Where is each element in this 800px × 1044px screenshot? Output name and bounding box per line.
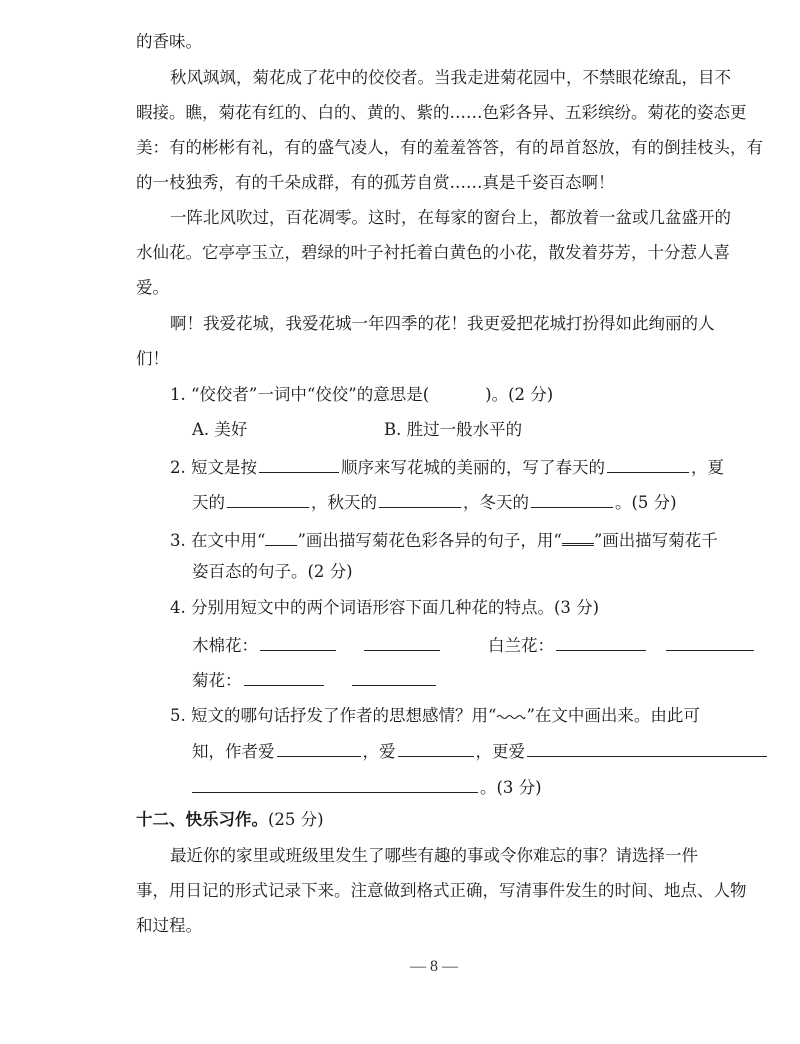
passage-line: 水仙花。它亭亭玉立，碧绿的叶子衬托着白黄色的小花，散发着芬芳，十分惹人喜 — [136, 243, 730, 262]
flower-juhua — [192, 667, 438, 691]
question-text: ，夏 — [691, 458, 724, 477]
passage-line: 暇接。瞧，菊花有红的、白的、黄的、紫的……色彩各异、五彩缤纷。菊花的姿态更 — [136, 103, 747, 122]
question-text: ”在文中画出来。由此可 — [526, 706, 700, 725]
flower-bailan — [488, 632, 756, 656]
prompt-line: 事，用日记的形式记录下来。注意做到格式正确，写清事件发生的时间、地点、人物 — [136, 881, 747, 900]
question-text: ”画出描写菊花千 — [593, 531, 718, 550]
option-a: A. 美好 — [192, 420, 248, 439]
flower-label: 木棉花： — [192, 636, 258, 655]
prompt-line: 和过程。 — [136, 916, 202, 935]
question-text: ，更爱 — [475, 742, 525, 761]
section-title: 十二、快乐习作。 — [136, 810, 268, 829]
section-score: (25 分) — [268, 810, 324, 829]
passage-line: 的香味。 — [136, 32, 202, 51]
question-text: ，爱 — [362, 742, 396, 761]
question-text: ，秋天的 — [311, 493, 377, 512]
flower-mumian — [192, 632, 442, 656]
question-3 — [170, 525, 718, 549]
question-text: 5. 短文的哪句话抒发了作者的思想感情？用“ — [170, 706, 497, 725]
question-5-cont — [192, 738, 769, 762]
answer-blank[interactable] — [398, 738, 474, 757]
answer-blank[interactable] — [531, 489, 613, 508]
answer-blank[interactable] — [192, 774, 478, 793]
question-text: ，冬天的 — [463, 493, 529, 512]
flower-label: 白兰花： — [488, 636, 554, 655]
question-text: 天的 — [192, 493, 225, 512]
answer-blank[interactable] — [244, 667, 324, 686]
question-5-cont2 — [192, 774, 542, 798]
question-text: ”画出描写菊花色彩各异的句子，用“ — [297, 531, 562, 550]
answer-blank[interactable] — [527, 738, 767, 757]
question-1 — [170, 382, 553, 406]
single-underline-mark — [265, 527, 297, 546]
question-text: 。(5 分) — [615, 493, 677, 512]
question-text: 知，作者爱 — [192, 742, 275, 761]
question-text: 顺序来写花城的美丽的，写了春天的 — [341, 458, 605, 477]
prompt-line: 最近你的家里或班级里发生了哪些有趣的事或令你难忘的事？请选择一件 — [170, 846, 698, 865]
answer-blank[interactable] — [379, 489, 461, 508]
answer-blank[interactable] — [259, 454, 339, 473]
section-12-heading — [136, 808, 324, 832]
question-4: 4. 分别用短文中的两个词语形容下面几种花的特点。(3 分) — [170, 598, 600, 617]
double-underline-mark — [562, 525, 594, 546]
passage-line: 们！ — [136, 349, 169, 368]
passage-line: 爱。 — [136, 278, 169, 297]
passage-line: 的一枝独秀，有的千朵成群，有的孤芳自赏……真是千姿百态啊！ — [136, 173, 615, 192]
answer-blank[interactable] — [277, 738, 361, 757]
passage-line: 啊！我爱花城，我爱花城一年四季的花！我更爱把花城打扮得如此绚丽的人 — [170, 314, 715, 333]
passage-line: 美：有的彬彬有礼，有的盛气凌人，有的羞羞答答，有的昂首怒放，有的倒挂枝头，有 — [136, 138, 763, 157]
question-2 — [170, 454, 724, 478]
answer-blank[interactable] — [666, 632, 754, 651]
answer-blank[interactable] — [431, 382, 483, 400]
option-b: B. 胜过一般水平的 — [384, 420, 523, 439]
question-text: 1. “佼佼者”一词中“佼佼”的意思是( — [170, 385, 430, 404]
answer-blank[interactable] — [607, 454, 689, 473]
passage-line: 秋风飒飒，菊花成了花中的佼佼者。当我走进菊花园中，不禁眼花缭乱，目不 — [170, 68, 731, 87]
question-5 — [170, 703, 700, 727]
answer-blank[interactable] — [227, 489, 309, 508]
wavy-underline-mark — [496, 703, 526, 721]
flower-label: 菊花： — [192, 671, 242, 690]
answer-blank[interactable] — [260, 632, 336, 651]
question-text: )。(2 分) — [485, 385, 554, 404]
passage-line: 一阵北风吹过，百花凋零。这时，在每家的窗台上，都放着一盆或几盆盛开的 — [170, 208, 731, 227]
answer-blank[interactable] — [352, 667, 436, 686]
question-text: 。(3 分) — [480, 778, 542, 797]
answer-blank[interactable] — [556, 632, 646, 651]
question-text: 2. 短文是按 — [170, 458, 257, 477]
page-number: — 8 — — [410, 958, 458, 975]
question-2-cont — [192, 489, 677, 513]
question-3-cont: 姿百态的句子。(2 分) — [192, 562, 353, 581]
question-text: 3. 在文中用“ — [170, 531, 266, 550]
answer-blank[interactable] — [364, 632, 440, 651]
